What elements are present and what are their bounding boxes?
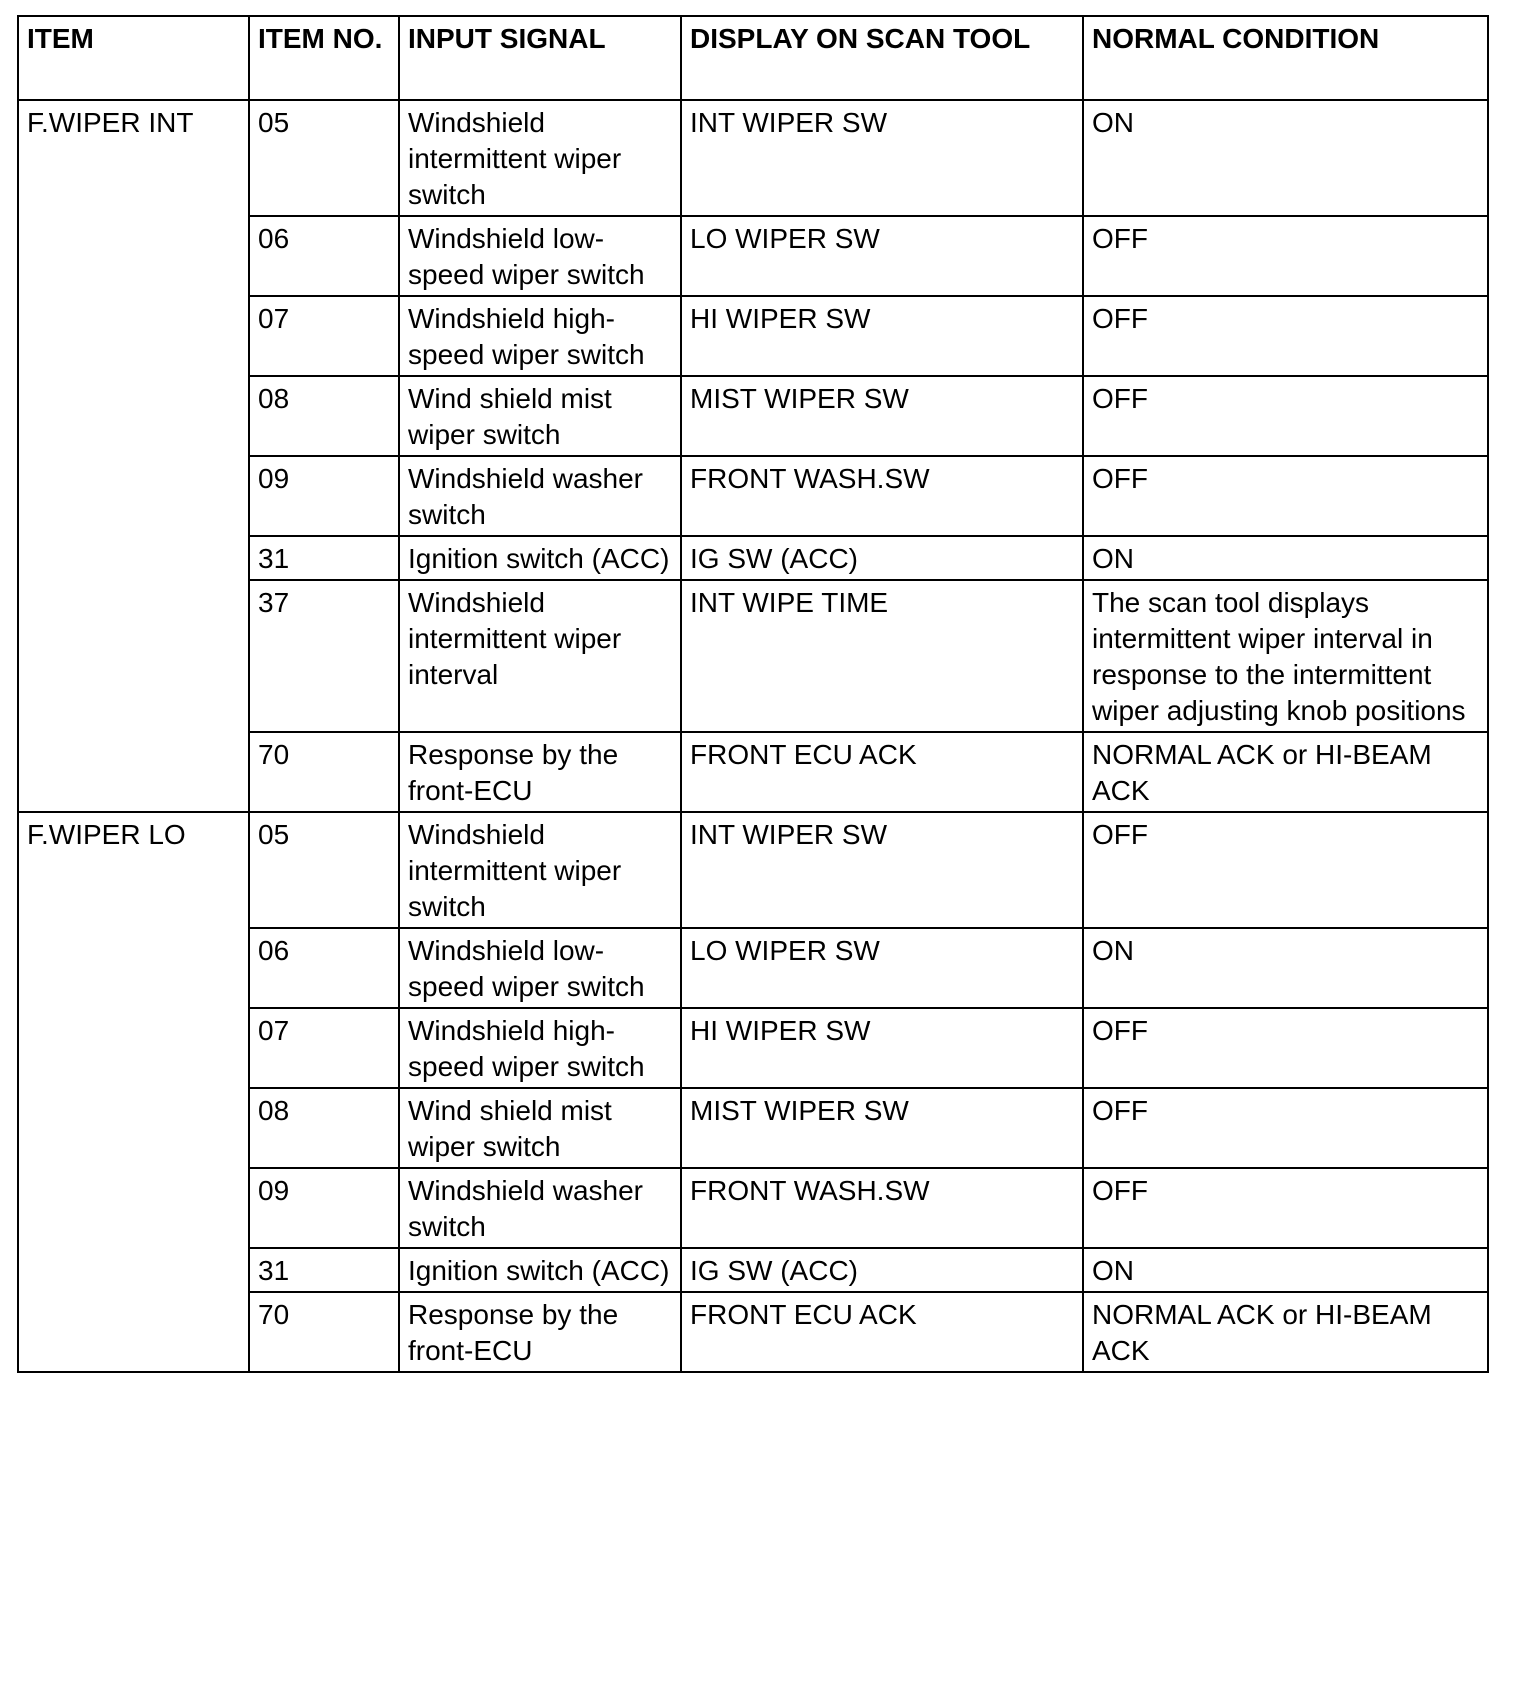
cell-item-no: 31 <box>249 536 399 580</box>
cell-input-signal: Windshield low-speed wiper switch <box>399 216 681 296</box>
cell-normal-condition: OFF <box>1083 296 1488 376</box>
cell-item-no: 05 <box>249 812 399 928</box>
cell-normal-condition: OFF <box>1083 376 1488 456</box>
cell-display-on-scan-tool: HI WIPER SW <box>681 1008 1083 1088</box>
cell-input-signal: Wind shield mist wiper switch <box>399 376 681 456</box>
cell-item-no: 70 <box>249 732 399 812</box>
table-body <box>18 100 1488 1372</box>
cell-display-on-scan-tool: IG SW (ACC) <box>681 536 1083 580</box>
cell-input-signal: Ignition switch (ACC) <box>399 536 681 580</box>
cell-display-on-scan-tool: MIST WIPER SW <box>681 376 1083 456</box>
cell-display-on-scan-tool: FRONT WASH.SW <box>681 1168 1083 1248</box>
cell-input-signal: Windshield intermittent wiper switch <box>399 812 681 928</box>
cell-normal-condition: ON <box>1083 536 1488 580</box>
cell-item-no: 08 <box>249 1088 399 1168</box>
cell-display-on-scan-tool: INT WIPER SW <box>681 812 1083 928</box>
cell-item-no: 06 <box>249 928 399 1008</box>
cell-input-signal: Windshield intermittent wiper interval <box>399 580 681 732</box>
cell-normal-condition: ON <box>1083 100 1488 216</box>
header-input-signal: INPUT SIGNAL <box>399 16 681 100</box>
cell-item: F.WIPER LO <box>18 812 249 1372</box>
header-item: ITEM <box>18 16 249 100</box>
cell-normal-condition: NORMAL ACK or HI-BEAM ACK <box>1083 732 1488 812</box>
cell-input-signal: Windshield washer switch <box>399 1168 681 1248</box>
cell-display-on-scan-tool: IG SW (ACC) <box>681 1248 1083 1292</box>
cell-input-signal: Wind shield mist wiper switch <box>399 1088 681 1168</box>
cell-item-no: 09 <box>249 456 399 536</box>
cell-display-on-scan-tool: HI WIPER SW <box>681 296 1083 376</box>
cell-normal-condition: OFF <box>1083 1008 1488 1088</box>
cell-item-no: 09 <box>249 1168 399 1248</box>
cell-input-signal: Windshield high-speed wiper switch <box>399 1008 681 1088</box>
header-normal-condition: NORMAL CONDITION <box>1083 16 1488 100</box>
cell-item-no: 70 <box>249 1292 399 1372</box>
cell-normal-condition: ON <box>1083 928 1488 1008</box>
cell-item: F.WIPER INT <box>18 100 249 812</box>
cell-item-no: 08 <box>249 376 399 456</box>
cell-normal-condition: OFF <box>1083 216 1488 296</box>
cell-input-signal: Windshield low-speed wiper switch <box>399 928 681 1008</box>
cell-input-signal: Windshield intermittent wiper switch <box>399 100 681 216</box>
table-row <box>18 812 1488 928</box>
cell-input-signal: Windshield washer switch <box>399 456 681 536</box>
cell-display-on-scan-tool: MIST WIPER SW <box>681 1088 1083 1168</box>
cell-item-no: 07 <box>249 296 399 376</box>
header-display-on-scan-tool: DISPLAY ON SCAN TOOL <box>681 16 1083 100</box>
cell-normal-condition: OFF <box>1083 1088 1488 1168</box>
header-item-no: ITEM NO. <box>249 16 399 100</box>
cell-display-on-scan-tool: FRONT ECU ACK <box>681 732 1083 812</box>
cell-display-on-scan-tool: FRONT ECU ACK <box>681 1292 1083 1372</box>
cell-item-no: 05 <box>249 100 399 216</box>
cell-normal-condition: NORMAL ACK or HI-BEAM ACK <box>1083 1292 1488 1372</box>
cell-input-signal: Windshield high-speed wiper switch <box>399 296 681 376</box>
table-row <box>18 100 1488 216</box>
scan-tool-data-table <box>17 15 1489 1373</box>
cell-display-on-scan-tool: FRONT WASH.SW <box>681 456 1083 536</box>
cell-normal-condition: ON <box>1083 1248 1488 1292</box>
cell-display-on-scan-tool: INT WIPE TIME <box>681 580 1083 732</box>
cell-item-no: 07 <box>249 1008 399 1088</box>
header-row <box>18 16 1488 100</box>
cell-display-on-scan-tool: LO WIPER SW <box>681 216 1083 296</box>
cell-input-signal: Ignition switch (ACC) <box>399 1248 681 1292</box>
cell-normal-condition: OFF <box>1083 812 1488 928</box>
cell-item-no: 37 <box>249 580 399 732</box>
cell-item-no: 31 <box>249 1248 399 1292</box>
cell-input-signal: Response by the front-ECU <box>399 732 681 812</box>
cell-normal-condition: OFF <box>1083 1168 1488 1248</box>
cell-item-no: 06 <box>249 216 399 296</box>
cell-normal-condition: OFF <box>1083 456 1488 536</box>
cell-input-signal: Response by the front-ECU <box>399 1292 681 1372</box>
cell-normal-condition: The scan tool displays intermittent wiper interval in response to the intermittent wiper adjusting knob positions <box>1083 580 1488 732</box>
cell-display-on-scan-tool: LO WIPER SW <box>681 928 1083 1008</box>
cell-display-on-scan-tool: INT WIPER SW <box>681 100 1083 216</box>
